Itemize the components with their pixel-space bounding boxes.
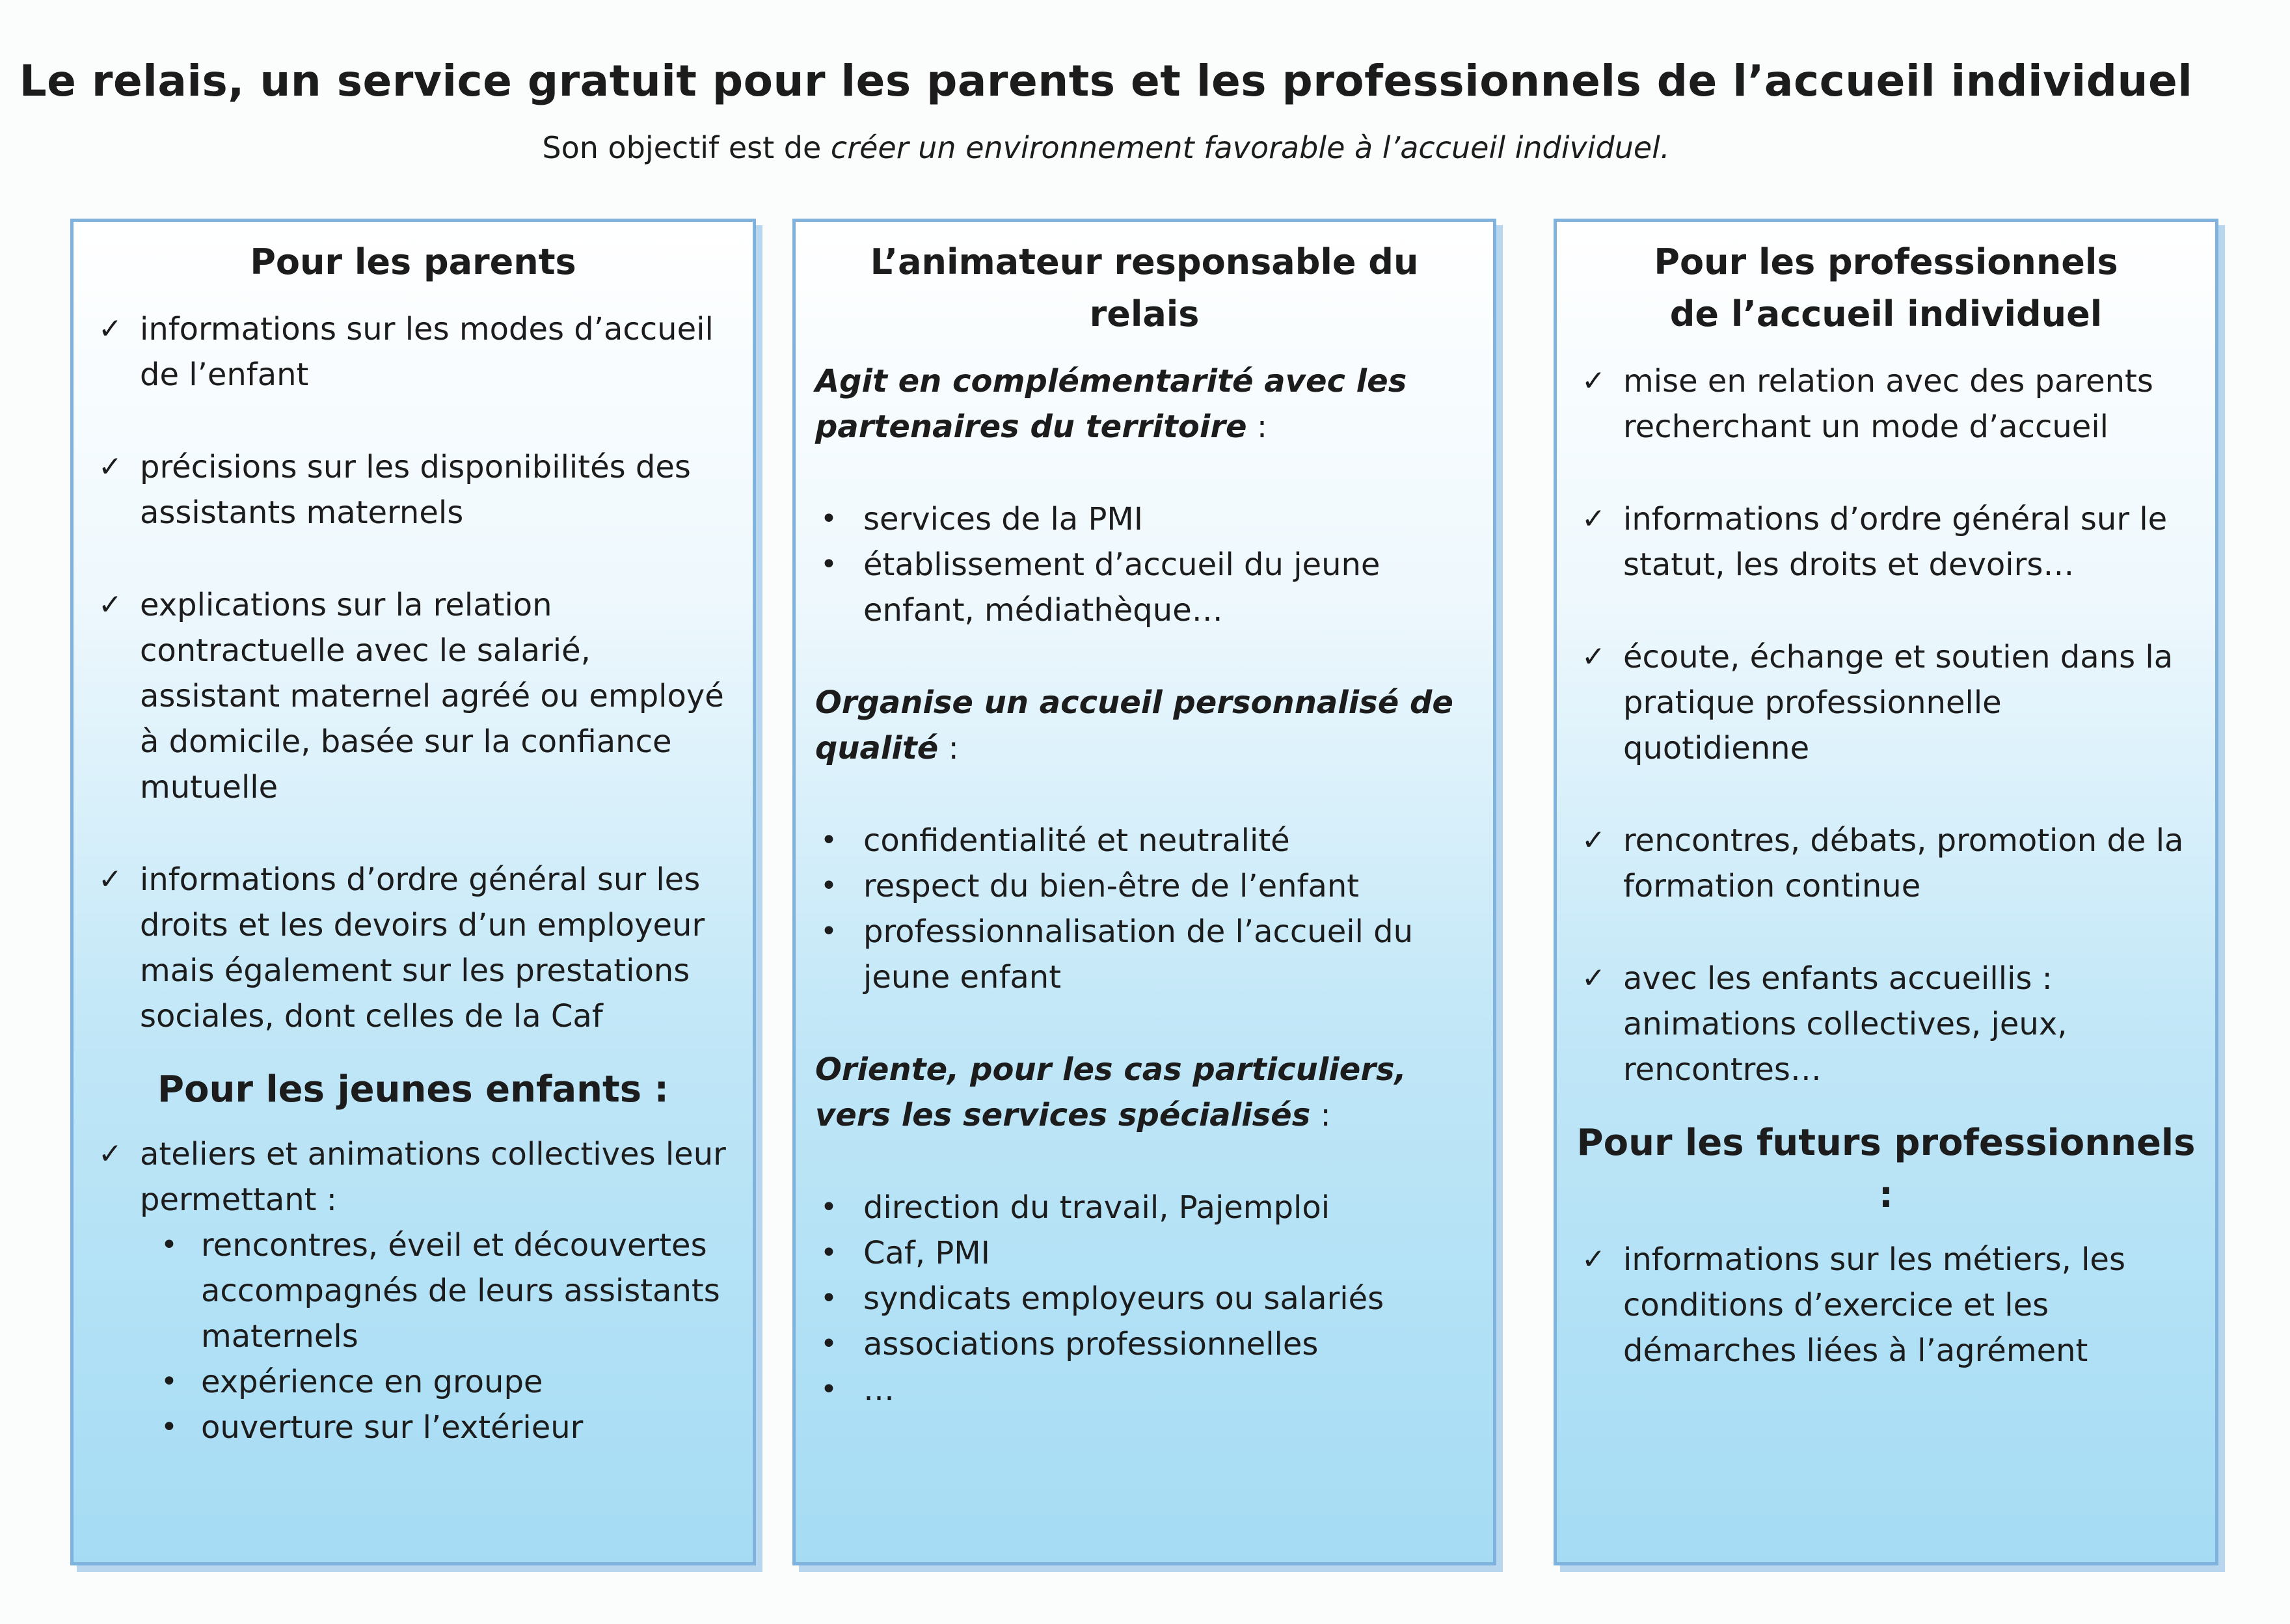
list-item: ✓ explications sur la relation contractuelle avec le salarié, assistant maternel agréé ou employé à domicile, basée sur la confiance mutuelle <box>93 582 733 810</box>
list-item: • établissement d’accueil du jeune enfant, médiathèque… <box>815 542 1474 633</box>
bullet-icon: • <box>820 1373 837 1406</box>
bullet-icon: • <box>820 1327 837 1360</box>
check-icon: ✓ <box>98 863 122 896</box>
bullet-icon: • <box>820 824 837 857</box>
bullet-icon: • <box>820 869 837 902</box>
list-item: • … <box>815 1367 1474 1413</box>
check-icon: ✓ <box>1582 1243 1606 1276</box>
section-list <box>815 818 1474 1000</box>
list-item: • confidentialité et neutralité <box>815 818 1474 863</box>
check-icon: ✓ <box>1582 824 1606 857</box>
children-list <box>93 1131 733 1223</box>
page-subtitle <box>0 130 2212 165</box>
check-icon: ✓ <box>98 312 122 345</box>
bullet-icon: • <box>161 1365 178 1398</box>
children-heading: Pour les jeunes enfants : <box>157 1068 669 1111</box>
bullet-icon: • <box>820 1282 837 1315</box>
panel-parents <box>70 219 756 1565</box>
check-icon: ✓ <box>98 450 122 483</box>
list-item: ✓ rencontres, débats, promotion de la formation continue <box>1576 818 2196 909</box>
check-icon: ✓ <box>98 588 122 621</box>
list-item: ✓ informations sur les métiers, les conditions d’exercice et les démarches liées à l’agrément <box>1576 1237 2196 1374</box>
section-lead: Agit en complémentarité avec les partenaires du territoire : <box>815 363 1407 445</box>
subtitle-italic: créer un environnement favorable à l’accueil individuel. <box>830 130 1670 165</box>
list-item: ✓ avec les enfants accueillis : animations collectives, jeux, rencontres… <box>1576 956 2196 1092</box>
bullet-icon: • <box>820 548 837 581</box>
subtitle-plain: Son objectif est de <box>542 130 822 165</box>
check-icon: ✓ <box>1582 502 1606 535</box>
list-item: • direction du travail, Pajemploi <box>815 1185 1474 1230</box>
list-item: ✓ écoute, échange et soutien dans la pratique professionnelle quotidienne <box>1576 634 2196 771</box>
panel-professionnels <box>1554 219 2218 1565</box>
check-icon: ✓ <box>98 1137 122 1171</box>
list-item: ✓ informations sur les modes d’accueil de l’enfant <box>93 306 733 398</box>
list-item: ✓ précisions sur les disponibilités des assistants maternels <box>93 444 733 535</box>
check-icon: ✓ <box>1582 640 1606 673</box>
list-item: • associations professionnelles <box>815 1321 1474 1367</box>
future-pros-heading: Pour les futurs professionnels : <box>1576 1122 2196 1216</box>
list-item: ✓ ateliers et animations collectives leur permettant : <box>93 1131 733 1223</box>
panel-animateur <box>792 219 1496 1565</box>
pros-list <box>1576 359 2196 1092</box>
bullet-icon: • <box>161 1411 178 1444</box>
future-pros-list <box>1576 1237 2196 1374</box>
list-item: • expérience en groupe <box>154 1359 733 1405</box>
section-list <box>815 1185 1474 1413</box>
list-item: • syndicats employeurs ou salariés <box>815 1276 1474 1321</box>
check-icon: ✓ <box>1582 364 1606 398</box>
parents-list <box>93 306 733 1039</box>
list-item: • services de la PMI <box>815 496 1474 542</box>
list-item: • ouverture sur l’extérieur <box>154 1405 733 1450</box>
list-item: • Caf, PMI <box>815 1230 1474 1276</box>
bullet-icon: • <box>820 502 837 535</box>
page-title: Le relais, un service gratuit pour les parents et les professionnels de l’accueil individuel <box>19 56 2193 106</box>
list-item: ✓ informations d’ordre général sur le statut, les droits et devoirs… <box>1576 496 2196 588</box>
list-item: ✓ mise en relation avec des parents recherchant un mode d’accueil <box>1576 359 2196 450</box>
list-item: ✓ informations d’ordre général sur les droits et les devoirs d’un employeur mais également sur les prestations sociales, dont celles de la Caf <box>93 857 733 1039</box>
check-icon: ✓ <box>1582 962 1606 995</box>
section-lead: Oriente, pour les cas particuliers, vers les services spécialisés : <box>815 1051 1407 1133</box>
section-list <box>815 496 1474 633</box>
pros-heading: Pour les professionnels de l’accueil individuel <box>1654 241 2118 334</box>
bullet-icon: • <box>820 1236 837 1269</box>
children-sublist <box>154 1223 733 1450</box>
list-item: • respect du bien-être de l’enfant <box>815 863 1474 909</box>
list-item: • rencontres, éveil et découvertes accompagnés de leurs assistants maternels <box>154 1223 733 1359</box>
bullet-icon: • <box>161 1228 178 1262</box>
animateur-heading: L’animateur responsable du relais <box>870 241 1419 334</box>
bullet-icon: • <box>820 1191 837 1224</box>
section-lead: Organise un accueil personnalisé de qualité : <box>815 684 1453 766</box>
parents-heading: Pour les parents <box>250 241 576 282</box>
bullet-icon: • <box>820 915 837 948</box>
list-item: • professionnalisation de l’accueil du jeune enfant <box>815 909 1474 1000</box>
